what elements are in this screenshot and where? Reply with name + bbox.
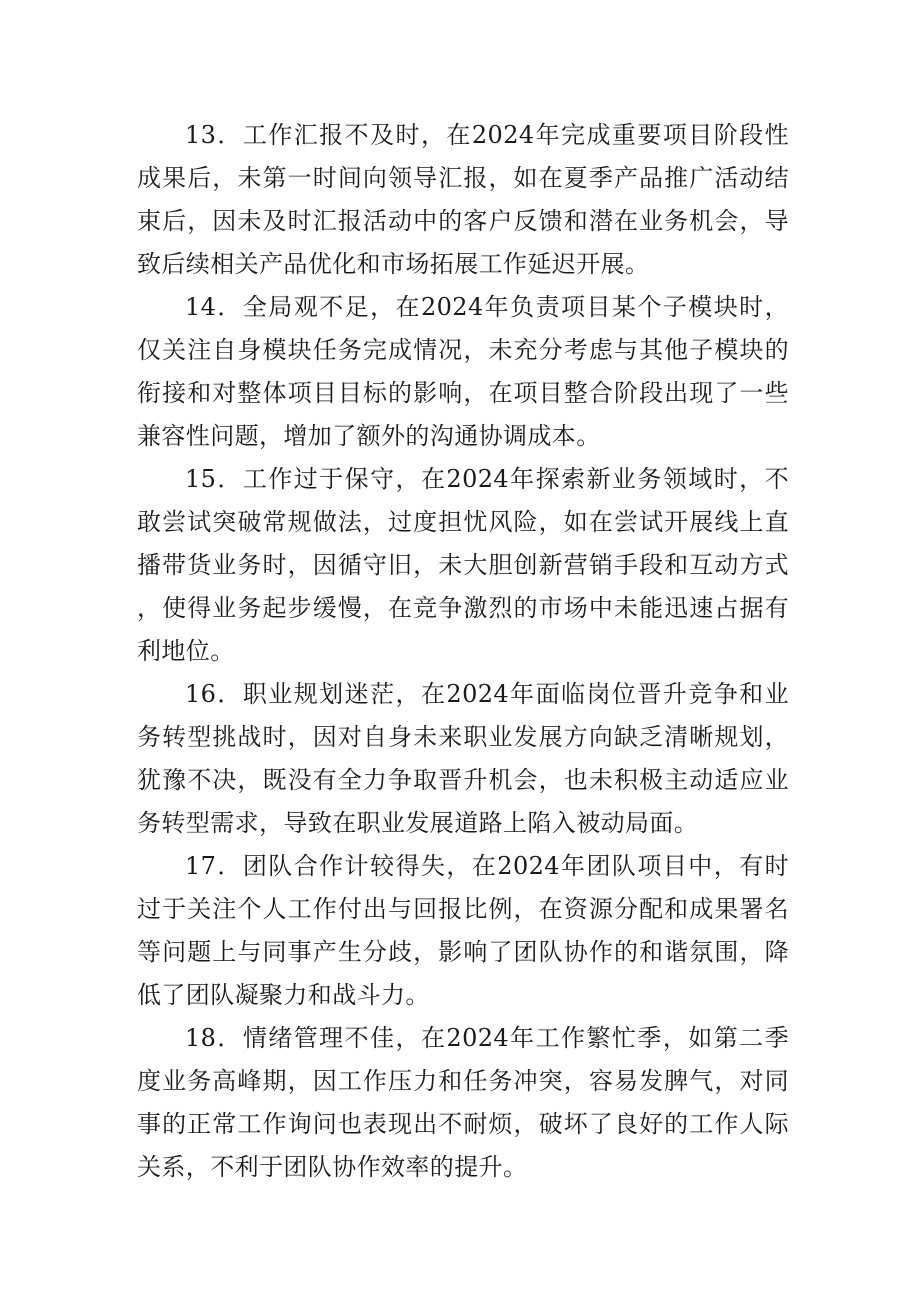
paragraph-15: 15．工作过于保守，在2024年探索新业务领域时，不敢尝试突破常规做法，过度担忧风险，如在尝试开展线上直播带货业务时，因循守旧，未大胆创新营销手段和互动方式，使得业务起步缓慢，在竞争激烈的市场中未能迅速占据有利地位。 [137, 465, 789, 665]
paragraph-17: 17．团队合作计较得失，在2024年团队项目中，有时过于关注个人工作付出与回报比例，在资源分配和成果署名等问题上与同事产生分歧，影响了团队协作的和谐氛围，降低了团队凝聚力和战斗力。 [137, 852, 789, 1009]
paragraph-13: 13．工作汇报不及时，在2024年完成重要项目阶段性成果后，未第一时间向领导汇报，如在夏季产品推广活动结束后，因未及时汇报活动中的客户反馈和潜在业务机会，导致后续相关产品优化和市场拓展工作延迟开展。 [137, 121, 789, 278]
paragraph-18: 18．情绪管理不佳，在2024年工作繁忙季，如第二季度业务高峰期，因工作压力和任务冲突，容易发脾气，对同事的正常工作询问也表现出不耐烦，破坏了良好的工作人际关系，不利于团队协作效率的提升。 [137, 1024, 789, 1181]
paragraph-16: 16．职业规划迷茫，在2024年面临岗位晋升竞争和业务转型挑战时，因对自身未来职业发展方向缺乏清晰规划，犹豫不决，既没有全力争取晋升机会，也未积极主动适应业务转型需求，导致在职业发展道路上陷入被动局面。 [137, 680, 789, 837]
paragraph-14: 14．全局观不足，在2024年负责项目某个子模块时，仅关注自身模块任务完成情况，未充分考虑与其他子模块的衔接和对整体项目目标的影响，在项目整合阶段出现了一些兼容性问题，增加了额外的沟通协调成本。 [137, 293, 789, 450]
document-body [137, 114, 789, 1189]
